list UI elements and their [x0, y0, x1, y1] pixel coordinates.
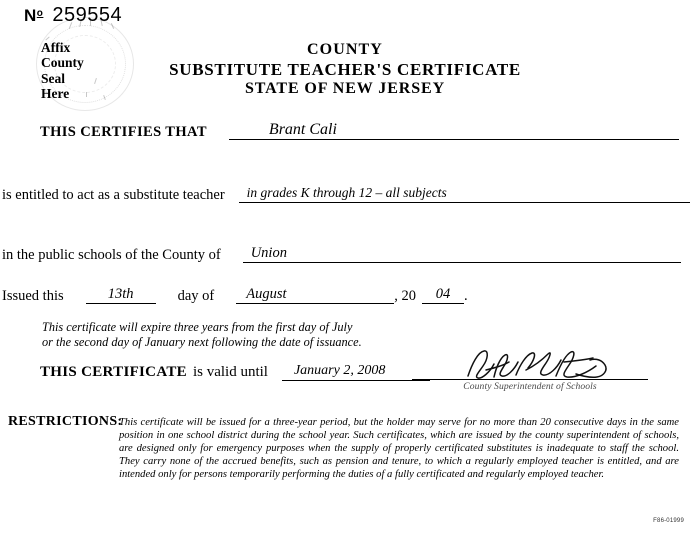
county-label: in the public schools of the County of — [2, 247, 221, 263]
grade-scope-field — [239, 183, 690, 203]
superintendent-signature — [464, 346, 614, 382]
title-line-county: COUNTY — [307, 41, 383, 58]
seal-line-4: Here — [41, 86, 70, 102]
valid-until-label-rest: is valid until — [192, 364, 268, 380]
number-symbol: $N^o$ — [24, 6, 44, 25]
affix-seal-instructions — [41, 40, 84, 102]
issued-year-field — [422, 284, 464, 304]
valid-until-date-value: January 2, 2008 — [293, 363, 386, 378]
issued-year-value: 04 — [435, 286, 451, 302]
entitlement-label: is entitled to act as a substitute teacher — [2, 187, 225, 203]
issued-month-field — [236, 284, 394, 304]
title-line-state: STATE OF NEW JERSEY — [244, 80, 446, 97]
grade-scope-value: in grades K through 12 – all subjects — [246, 185, 447, 200]
valid-until-row — [40, 361, 430, 381]
recipient-name-value: Brant Cali — [268, 121, 337, 138]
seal-mark — [90, 18, 91, 26]
signature-caption: County Superintendent of Schools — [463, 381, 597, 392]
issued-day-field — [86, 284, 156, 304]
expiry-note-line-2: or the second day of January next following the date of issuance. — [42, 334, 362, 349]
form-code: F86-01999 — [653, 518, 684, 524]
title-line-certificate: SUBSTITUTE TEACHER'S CERTIFICATE — [169, 59, 521, 79]
expiry-note — [42, 320, 362, 349]
issued-date-row — [2, 284, 468, 304]
period-label: . — [464, 288, 468, 304]
issued-month-value: August — [246, 286, 287, 302]
entitlement-row — [2, 183, 690, 203]
county-name-value: Union — [250, 245, 287, 261]
issued-label: Issued this — [2, 288, 64, 304]
county-row — [2, 243, 681, 263]
recipient-name-field — [229, 120, 679, 140]
seal-line-2: County — [41, 55, 84, 71]
restrictions-text: This certificate will be issued for a three-year period, but the holder may serve for no more than 20 consecutive days in the same position in one school district during the school year. Such certificates, which are issued by the county superintendent of schools, are designed only for emergency purposes when the supply of properly certificated substitutes is inadequate to staff the school. They carry none of the accrued benefits, such as pension and tenure, to which a regularly employed teacher is entitled, and are intended only for persons temporarily performing the duties of a fully certificated and regularly employed teacher. — [119, 417, 679, 481]
seal-line-1: Affix — [41, 40, 71, 55]
restrictions-label: RESTRICTIONS: — [8, 414, 123, 429]
certifies-label: THIS CERTIFIES THAT — [40, 124, 207, 140]
county-name-field — [243, 243, 681, 263]
expiry-note-line-1: This certificate will expire three years from the first day of July — [42, 320, 353, 334]
valid-until-label-bold: THIS CERTIFICATE — [40, 364, 187, 380]
comma-twenty-label: , 20 — [394, 288, 417, 304]
valid-until-date-field — [282, 361, 430, 381]
serial-number-value: 259554 — [52, 4, 123, 26]
seal-mark — [86, 92, 87, 97]
certifies-row — [40, 120, 679, 140]
issued-day-value: 13th — [107, 286, 134, 302]
day-of-label: day of — [177, 288, 215, 304]
seal-line-3: Seal — [41, 70, 66, 86]
